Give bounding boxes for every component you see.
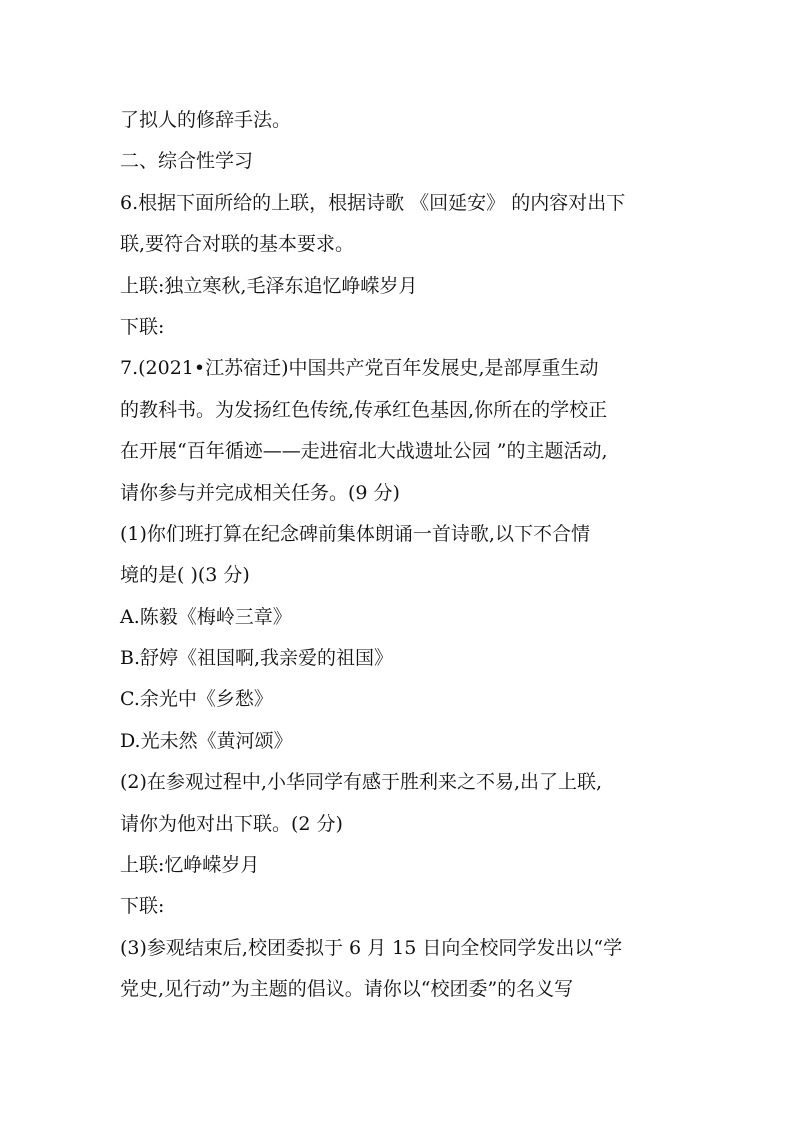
subquestion-2-lower-couplet: 下联: (120, 895, 165, 918)
question-6-text: 6.根据下面所给的上联，根据诗歌 《回延安》 的内容对出下 (120, 191, 626, 214)
option-b: B.舒婷《祖国啊,我亲爱的祖国》 (120, 647, 394, 670)
question-6-upper-couplet: 上联:独立寒秋,毛泽东追忆峥嵘岁月 (120, 274, 418, 297)
subquestion-1-text: (1)你们班打算在纪念碑前集体朗诵一首诗歌,以下不合情 (120, 522, 590, 545)
question-7-text-cont-3: 请你参与并完成相关任务。(9 分) (120, 481, 400, 504)
question-7-text-cont-1: 的教科书。为发扬红色传统,传承红色基因,你所在的学校正 (120, 398, 608, 421)
option-d: D.光未然《黄河颂》 (120, 729, 293, 752)
subquestion-2-text: (2)在参观过程中,小华同学有感于胜利来之不易,出了上联, (120, 771, 603, 794)
question-7-text-cont-2: 在开展“百年循迹——走进宿北大战遗址公园 ”的主题活动, (120, 440, 608, 463)
option-c: C.余光中《乡愁》 (120, 688, 273, 711)
subquestion-1-text-cont: 境的是( )(3 分) (120, 564, 250, 587)
section-heading: 二、综合性学习 (120, 150, 254, 173)
question-7-text: 7.(2021•江苏宿迁)中国共产党百年发展史,是部厚重生动 (120, 357, 599, 380)
document-body (120, 100, 680, 1011)
subquestion-3-text: (3)参观结束后,校团委拟于 6 月 15 日向全校同学发出以“学 (120, 936, 623, 959)
question-6-lower-couplet: 下联: (120, 315, 165, 338)
option-a: A.陈毅《梅岭三章》 (120, 605, 292, 628)
subquestion-2-text-cont: 请你为他对出下联。(2 分) (120, 812, 343, 835)
subquestion-2-upper-couplet: 上联:忆峥嵘岁月 (120, 854, 260, 877)
text-line-1: 了拟人的修辞手法。 (120, 109, 292, 131)
question-6-text-cont: 联,要符合对联的基本要求。 (120, 233, 355, 256)
subquestion-3-text-cont: 党史,见行动”为主题的倡议。请你以“校团委”的名义写 (120, 978, 574, 1001)
